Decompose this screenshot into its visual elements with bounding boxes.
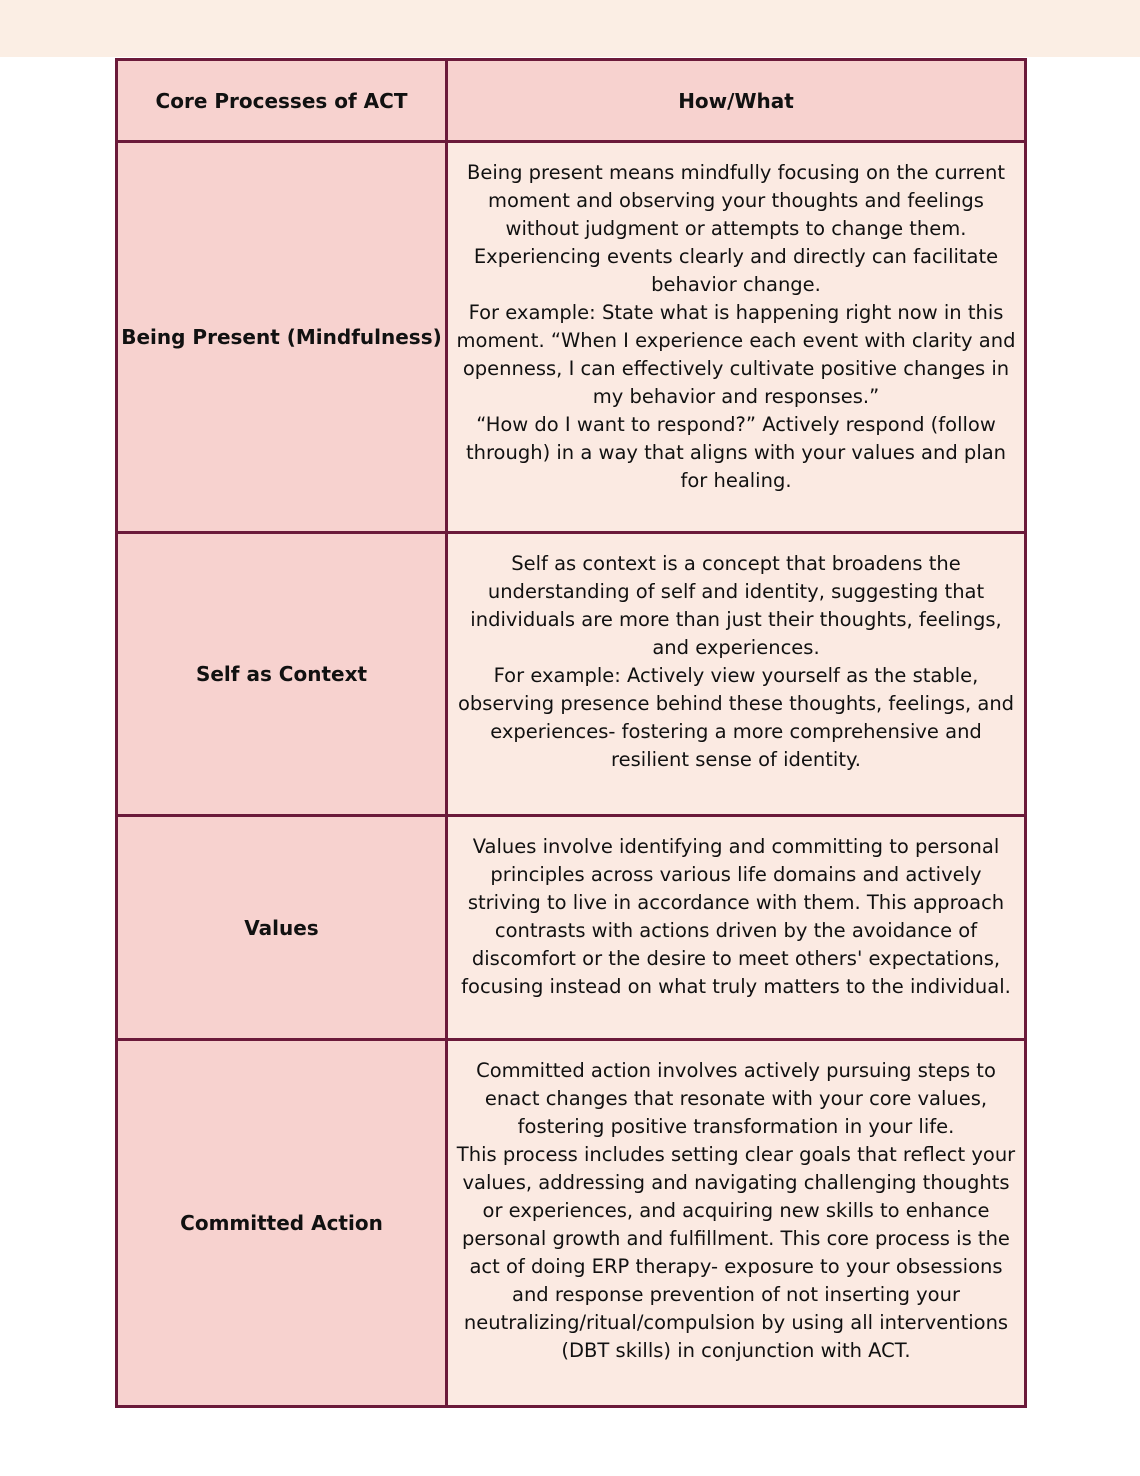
- process-description: [447, 533, 1026, 816]
- description-paragraph: Experiencing events clearly and directly can facilitate behavior change.: [473, 245, 999, 296]
- description-paragraph: Values involve identifying and committing to personal principles across various life domains and actively striving to live in accordance with them. This approach contrasts with actions driven by the avoidance of discomfort or the desire to meet others' expectations, focusing instead on what truly matters to the individual.: [461, 835, 1011, 998]
- process-name: Self as Context: [117, 533, 447, 816]
- process-name: Being Present (Mindfulness): [117, 142, 447, 533]
- table-row-values: [117, 816, 1026, 1040]
- header-how-what: How/What: [447, 60, 1026, 142]
- process-name: Committed Action: [117, 1040, 447, 1407]
- process-name: Values: [117, 816, 447, 1040]
- table-row-being-present: [117, 142, 1026, 533]
- table-row-self-as-context: [117, 533, 1026, 816]
- description-paragraph: For example: State what is happening right now in this moment. “When I experience each event with clarity and openness, I can effectively cultivate positive changes in my behavior and responses.”: [456, 301, 1016, 408]
- description-paragraph: Being present means mindfully focusing on the current moment and observing your thoughts and feelings without judgment or attempts to change them.: [466, 161, 1006, 240]
- header-core-processes: Core Processes of ACT: [117, 60, 447, 142]
- description-paragraph: Self as context is a concept that broadens the understanding of self and identity, suggesting that individuals are more than just their thoughts, feelings, and experiences.: [470, 552, 1002, 659]
- description-paragraph: For example: Actively view yourself as the stable, observing presence behind these thoughts, feelings, and experiences- fostering a more comprehensive and resilient sense of identity.: [457, 664, 1015, 771]
- process-description: [447, 142, 1026, 533]
- process-description: [447, 1040, 1026, 1407]
- table-header-row: [117, 60, 1026, 142]
- description-paragraph: This process includes setting clear goals that reflect your values, addressing and navigating challenging thoughts or experiences, and acquiring new skills to enhance personal growth and fulfillment. This core process is the act of doing ERP therapy- exposure to your obsessions and response prevention of not inserting your neutralizing/ritual/compulsion by using all interventions (DBT skills) in conjunction with ACT.: [456, 1143, 1016, 1362]
- act-processes-table: [115, 58, 1027, 1408]
- table-row-committed-action: [117, 1040, 1026, 1407]
- process-description: [447, 816, 1026, 1040]
- description-paragraph: Committed action involves actively pursuing steps to enact changes that resonate with your core values, fostering positive transformation in your life.: [476, 1059, 996, 1138]
- description-paragraph: “How do I want to respond?” Actively respond (follow through) in a way that aligns with your values and plan for healing.: [465, 413, 1007, 492]
- top-banner: [0, 0, 1140, 57]
